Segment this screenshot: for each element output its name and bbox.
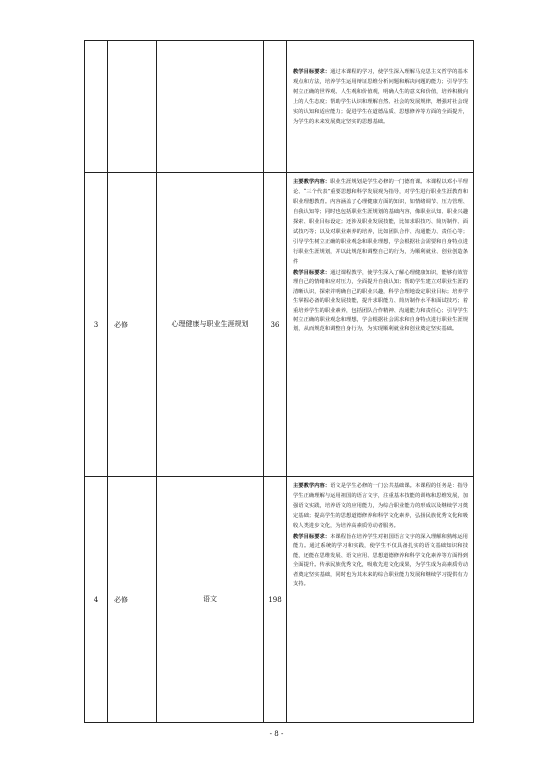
table-row <box>85 477 474 723</box>
course-number <box>85 41 108 173</box>
course-name: 心理健康与职业生涯规划 <box>157 173 264 477</box>
goal-label: 教学目标要求： <box>293 69 331 75</box>
goal-label: 教学目标要求： <box>293 534 331 540</box>
course-hours: 198 <box>264 477 287 723</box>
table-row <box>85 173 474 477</box>
course-hours <box>264 41 287 173</box>
goal-paragraph <box>293 533 468 589</box>
course-description <box>287 477 474 723</box>
course-hours: 36 <box>264 173 287 477</box>
course-number: 3 <box>85 173 108 477</box>
course-type: 必修 <box>108 173 157 477</box>
course-name: 语文 <box>157 477 264 723</box>
content-label: 主要教学内容： <box>293 483 331 489</box>
course-type <box>108 41 157 173</box>
content-text: 职业生涯规划是学生必修的一门德育课。本课程以邓小平理论、“三个代表”重要思想和科学发展观为指导，对学生进行职业生涯教育和职业理想教育。内容涵盖了心理健康方面的知识，如情绪调节、压力管理、自我认知等；同时也包括职业生涯规划的基础内容，像职业认知、职业兴趣探索、职业目标设定；还涉及职业发展技能，比如求职技巧、简历制作、面试技巧等；以及对职业素养的培养，比如团队合作、沟通能力、责任心等；引导学生树立正确的职业观念和职业理想，学会根据社会需要和自身特点进行职业生涯规划，并以此规范和调整自己的行为，为顺利就业、创业创造条件 <box>293 179 468 265</box>
table-row <box>85 41 474 173</box>
course-name <box>157 41 264 173</box>
course-table <box>84 40 474 723</box>
course-type: 必修 <box>108 477 157 723</box>
goal-text: 本课程旨在培养学生对祖国语言文字的深入理解和熟练运用能力。通过系统的学习和实践，使学生不仅具备扎实的语文基础知识和技能，还能在思维发展、语文应用、思想道德修养和科学文化素养等方面得到全面提升。传承民族优秀文化，吸收先进文化成果，为学生成为高素质劳动者奠定坚实基础，同时也为其未来的综合职业能力发展和继续学习提供有力支持。 <box>293 534 468 588</box>
course-description <box>287 173 474 477</box>
content-paragraph <box>293 481 468 531</box>
course-description <box>287 41 474 173</box>
goal-text: 通过课程教学，使学生深入了解心理健康知识，能够有效管理自己的情绪和应对压力，全面提升自我认知；帮助学生建立对职业生涯的清晰认识，探索并明确自己的职业兴趣，科学合理地设定职业目标；培养学生掌握必备的职业发展技能，提升求职能力、简历制作水平和面试技巧；着重培养学生的职业素养，包括团队合作精神、沟通能力和责任心；引导学生树立正确的职业观念和理想，学会根据社会需求和自身特点进行职业生涯规划，从而规范和调整自身行为，为实现顺利就业和创业奠定坚实基础。 <box>293 270 468 333</box>
goal-paragraph <box>293 269 468 335</box>
page-number: - 8 - <box>269 730 284 738</box>
content-label: 主要教学内容： <box>293 179 331 185</box>
content-text: 语文是学生必修的一门公共基础课。本课程的任务是：指导学生正确理解与运用祖国的语言文字，注重基本技能的训练和思维发展，加强语文实践，培养语文的应用能力，为综合职业能力的形成以及继续学习奠定基础；提高学生的思想道德修养和科学文化素养，弘扬民族优秀文化和吸收人类进步文化，为培养高素质劳动者服务。 <box>293 483 468 529</box>
course-number: 4 <box>85 477 108 723</box>
goal-label: 教学目标要求： <box>293 270 331 276</box>
content-paragraph <box>293 177 468 267</box>
goal-text: 通过本课程的学习，使学生深入理解马克思主义哲学的基本观点和方法，培养学生运用辩证思维分析问题和解决问题的能力；引导学生树立正确的世界观、人生观和价值观，明确人生的意义和价值，培养积极向上的人生态度；帮助学生认识和理解自然、社会的发展规律，增强对社会现实的认知和适应能力；促进学生在道德品质、思想修养等方面的全面提升，为学生的未来发展奠定坚实的思想基础。 <box>293 69 468 125</box>
goal-paragraph <box>293 67 468 127</box>
